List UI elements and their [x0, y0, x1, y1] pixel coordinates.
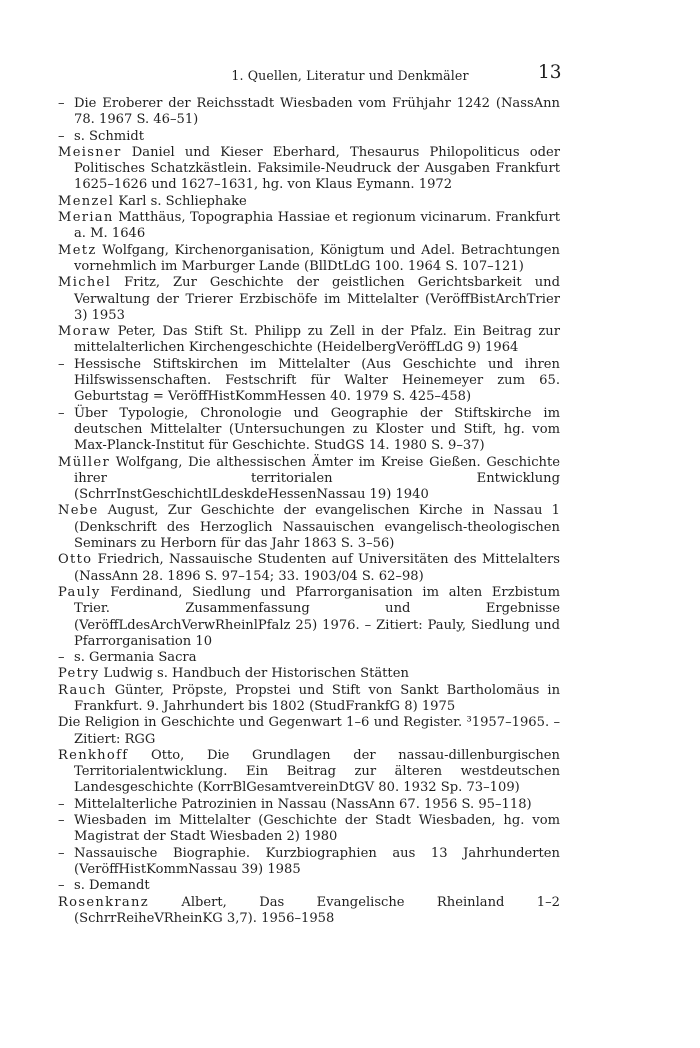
bibliography-entry	[58, 406, 560, 455]
bibliography-entry	[58, 503, 560, 552]
entry-text: Die Eroberer der Reichsstadt Wiesbaden vom Frühjahr 1242 (NassAnn 78. 1967 S. 46–51)	[74, 96, 560, 128]
bibliography-entry	[58, 194, 560, 210]
bibliography-entry	[58, 275, 560, 324]
bibliography-entry	[58, 846, 560, 879]
entry-text: Die Religion in Geschichte und Gegenwart 1–6 und Register. ³1957–1965. – Zitiert: RGG	[58, 715, 560, 747]
bibliography-entry	[58, 666, 560, 682]
bibliography-entry	[58, 552, 560, 585]
entry-author: Metz	[58, 242, 97, 258]
entry-text: Matthäus, Topographia Hassiae et regionum vicinarum. Frankfurt a. M. 1646	[74, 210, 560, 242]
entry-author: Müller	[58, 454, 111, 470]
bibliography-entry	[58, 357, 560, 406]
entry-text: Daniel und Kieser Eberhard, Thesaurus Philopoliticus oder Politisches Schatzkästlein. Faksimile-Neudruck der Ausgaben Frankfurt 1625–1626 und 1627–1631, hg. von Klaus Eymann. 1972	[74, 144, 560, 193]
entry-text: Albert, Das Evangelische Rheinland 1–2 (SchrrReiheVRheinKG 3,7). 1956–1958	[74, 894, 560, 926]
bibliography-entry	[58, 210, 560, 243]
entry-author: Rauch	[58, 682, 107, 698]
entry-author: Nebe	[58, 503, 99, 519]
entry-text: Fritz, Zur Geschichte der geistlichen Gerichtsbarkeit und Verwaltung der Trierer Erzbischöfe im Mittelalter (VeröffBistArchTrier 3) 1953	[74, 275, 560, 323]
entry-text: s. Schmidt	[74, 128, 145, 144]
entry-text: Ludwig s. Handbuch der Historischen Stätten	[99, 666, 409, 682]
entry-author: Petry	[58, 666, 100, 682]
continuation-dash: –	[58, 650, 65, 666]
entry-text: s. Germania Sacra	[74, 650, 197, 666]
entry-text: Nassauische Biographie. Kurzbiographien aus 13 Jahrhunderten (VeröffHistKommNassau 39) 1985	[74, 845, 560, 877]
bibliography-entry	[58, 96, 560, 129]
entry-author: Meisner	[58, 144, 122, 160]
entry-text: Günter, Pröpste, Propstei und Stift von Sankt Bartholomäus in Frankfurt. 9. Jahrhundert bis 1802 (StudFrankfG 8) 1975	[74, 682, 560, 714]
bibliography-entry	[58, 715, 560, 748]
continuation-dash: –	[58, 96, 65, 111]
entry-author: Michel	[58, 275, 112, 291]
continuation-dash: –	[58, 845, 65, 861]
bibliography-entry	[58, 129, 560, 145]
bibliography-entry	[58, 748, 560, 797]
bibliography-entry	[58, 797, 560, 813]
bibliography-entry	[58, 243, 560, 276]
page-number: 13	[538, 62, 562, 83]
bibliography-entry	[58, 895, 560, 928]
continuation-dash: –	[58, 878, 65, 894]
bibliography-entry	[58, 650, 560, 666]
entry-author: Pauly	[58, 584, 101, 600]
entry-text: Hessische Stiftskirchen im Mittelalter (Aus Geschichte und ihren Hilfswissenschaften. Festschrift für Walter Heinemeyer zum 65. Geburtstag = VeröffHistKommHessen 40. 1979 S. 425–458)	[74, 356, 560, 405]
entry-author: Rosenkranz	[58, 894, 149, 910]
continuation-dash: –	[58, 813, 65, 829]
entry-text: Ferdinand, Siedlung und Pfarrorganisation im alten Erzbistum Trier. Zusammenfassung und Ergebnisse (VeröffLdesArchVerwRheinlPfalz 25) 1976. – Zitiert: Pauly, Siedlung und Pfarrorganisation 10	[74, 584, 560, 649]
bibliography-entry	[58, 813, 560, 846]
continuation-dash: –	[58, 128, 65, 144]
entry-text: Otto, Die Grundlagen der nassau-dillenburgischen Territorialentwicklung. Ein Beitrag zur älteren westdeutschen Landesgeschichte (KorrBlGesamtvereinDtGV 80. 1932 Sp. 73–109)	[74, 747, 560, 796]
entry-author: Menzel	[58, 193, 115, 209]
entry-text: Wiesbaden im Mittelalter (Geschichte der Stadt Wiesbaden, hg. vom Magistrat der Stadt Wiesbaden 2) 1980	[74, 813, 560, 845]
continuation-dash: –	[58, 405, 65, 421]
chapter-title: 1. Quellen, Literatur und Denkmäler	[231, 68, 469, 83]
bibliography-entry	[58, 455, 560, 504]
continuation-dash: –	[58, 356, 65, 372]
entry-author: Moraw	[58, 324, 112, 340]
bibliography-entry	[58, 878, 560, 894]
bibliography-list	[58, 96, 560, 927]
bibliography-entry	[58, 324, 560, 357]
entry-text: Mittelalterliche Patrozinien in Nassau (NassAnn 67. 1956 S. 95–118)	[74, 796, 532, 812]
entry-author: Otto	[58, 552, 93, 568]
entry-text: Wolfgang, Die althessischen Ämter im Kreise Gießen. Geschichte ihrer territorialen Entwicklung (SchrrInstGeschichtlLdeskdeHessenNassau 19) 1940	[74, 454, 560, 503]
running-header	[0, 60, 700, 88]
bibliography-entry	[58, 683, 560, 716]
bibliography-entry	[58, 145, 560, 194]
entry-text: Über Typologie, Chronologie und Geographie der Stiftskirche im deutschen Mittelalter (Untersuchungen zu Kloster und Stift, hg. vom Max-Planck-Institut für Geschichte. StudGS 14. 1980 S. 9–37)	[74, 405, 560, 454]
entry-text: Peter, Das Stift St. Philipp zu Zell in der Pfalz. Ein Beitrag zur mittelalterlichen Kirchengeschichte (HeidelbergVeröffLdG 9) 1964	[74, 324, 560, 356]
entry-text: Friedrich, Nassauische Studenten auf Universitäten des Mittelalters (NassAnn 28. 1896 S. 97–154; 33. 1903/04 S. 62–98)	[74, 552, 560, 584]
bibliography-entry	[58, 585, 560, 650]
entry-text: Karl s. Schliephake	[114, 193, 247, 209]
entry-author: Merian	[58, 210, 114, 226]
entry-author: Renkhoff	[58, 747, 129, 763]
entry-text: August, Zur Geschichte der evangelischen Kirche in Nassau 1 (Denkschrift des Herzoglich Nassauischen evangelisch-theologischen Seminars zu Herborn für das Jahr 1863 S. 3–56)	[74, 503, 560, 552]
entry-text: s. Demandt	[74, 878, 150, 894]
continuation-dash: –	[58, 796, 65, 812]
entry-text: Wolfgang, Kirchenorganisation, Königtum und Adel. Betrachtungen vornehmlich im Marburger Lande (BllDtLdG 100. 1964 S. 107–121)	[74, 242, 560, 274]
